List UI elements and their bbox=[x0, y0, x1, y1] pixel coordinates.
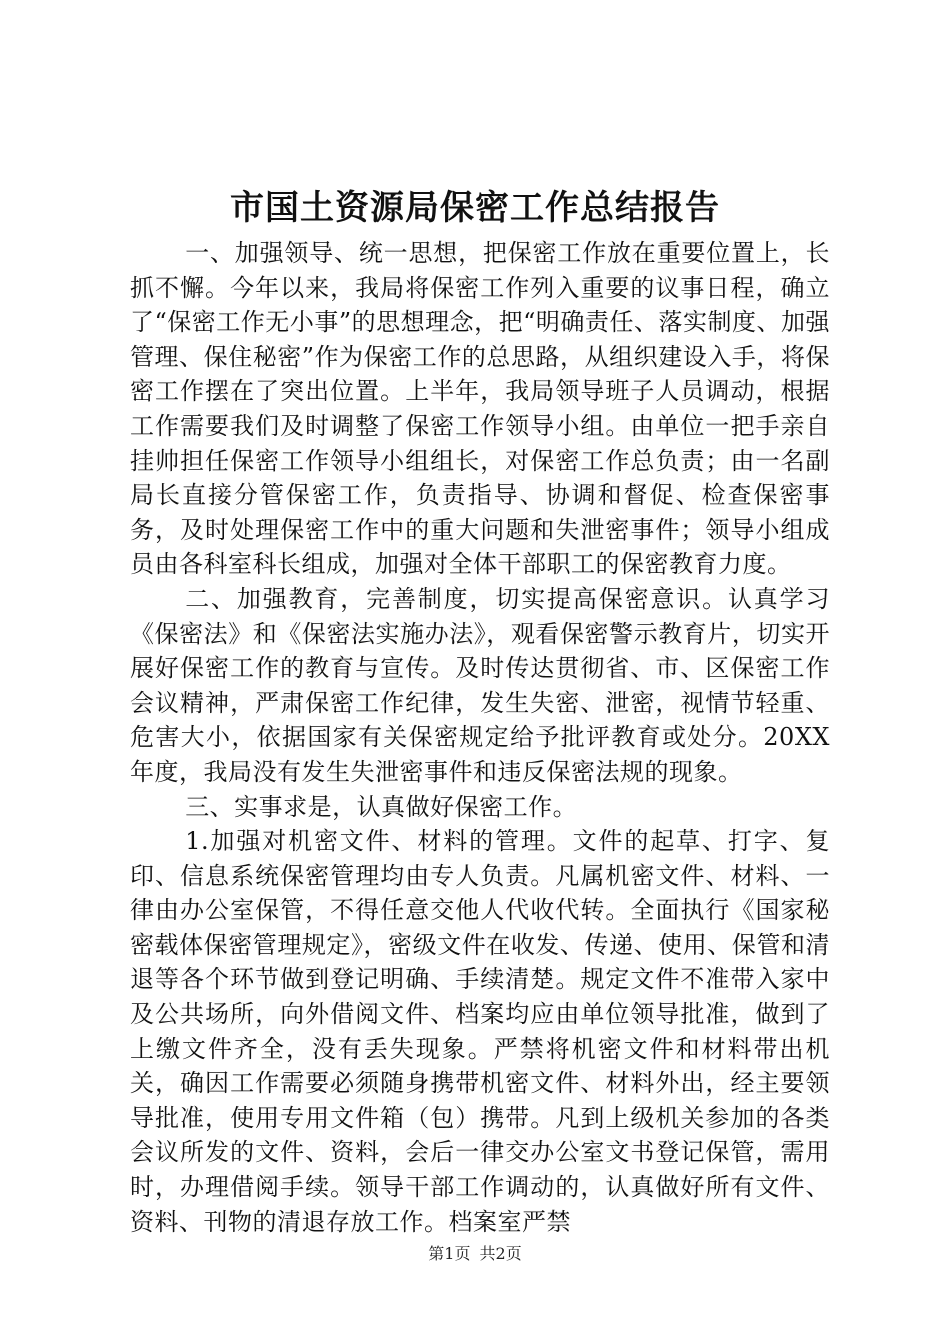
paragraph-4: 1.加强对机密文件、材料的管理。文件的起草、打字、复印、信息系统保密管理均由专人负责。凡属机密文件、材料、一律由办公室保管，不得任意交他人代收代转。全面执行《国家秘密载体保密管理规定》，密级文件在收发、传递、使用、保管和清退等各个环节做到登记明确、手续清楚。规定文件不准带入家中及公共场所，向外借阅文件、档案均应由单位领导批准，做到了上缴文件齐全，没有丢失现象。严禁将机密文件和材料带出机关，确因工作需要必须随身携带机密文件、材料外出，经主要领导批准，使用专用文件箱（包）携带。凡到上级机关参加的各类会议所发的文件、资料，会后一律交办公室文书登记保管，需用时，办理借阅手续。领导干部工作调动的，认真做好所有文件、资料、刊物的清退存放工作。档案室严禁 bbox=[130, 827, 830, 1236]
document-body bbox=[130, 236, 830, 1239]
document-title: 市国土资源局保密工作总结报告 bbox=[230, 188, 720, 228]
page-footer bbox=[0, 1243, 950, 1265]
paragraph-1: 一、加强领导、统一思想，把保密工作放在重要位置上，长抓不懈。今年以来，我局将保密工作列入重要的议事日程，确立了“保密工作无小事”的思想理念，把“明确责任、落实制度、加强管理、保住秘密”作为保密工作的总思路，从组织建设入手，将保密工作摆在了突出位置。上半年，我局领导班子人员调动，根据工作需要我们及时调整了保密工作领导小组。由单位一把手亲自挂帅担任保密工作领导小组组长，对保密工作总负责；由一名副局长直接分管保密工作，负责指导、协调和督促、检查保密事务，及时处理保密工作中的重大问题和失泄密事件；领导小组成员由各科室科长组成，加强对全体干部职工的保密教育力度。 bbox=[130, 239, 830, 579]
page-total: 共2页 bbox=[479, 1244, 522, 1263]
page-number: 第1页 bbox=[428, 1244, 471, 1263]
paragraph-3: 三、实事求是，认真做好保密工作。 bbox=[185, 792, 578, 821]
paragraph-2: 二、加强教育，完善制度，切实提高保密意识。认真学习《保密法》和《保密法实施办法》，观看保密警示教育片，切实开展好保密工作的教育与宣传。及时传达贯彻省、市、区保密工作会议精神，严肃保密工作纪律，发生失密、泄密，视情节轻重、危害大小，依据国家有关保密规定给予批评教育或处分。20XX年度，我局没有发生失泄密事件和违反保密法规的现象。 bbox=[130, 584, 830, 786]
